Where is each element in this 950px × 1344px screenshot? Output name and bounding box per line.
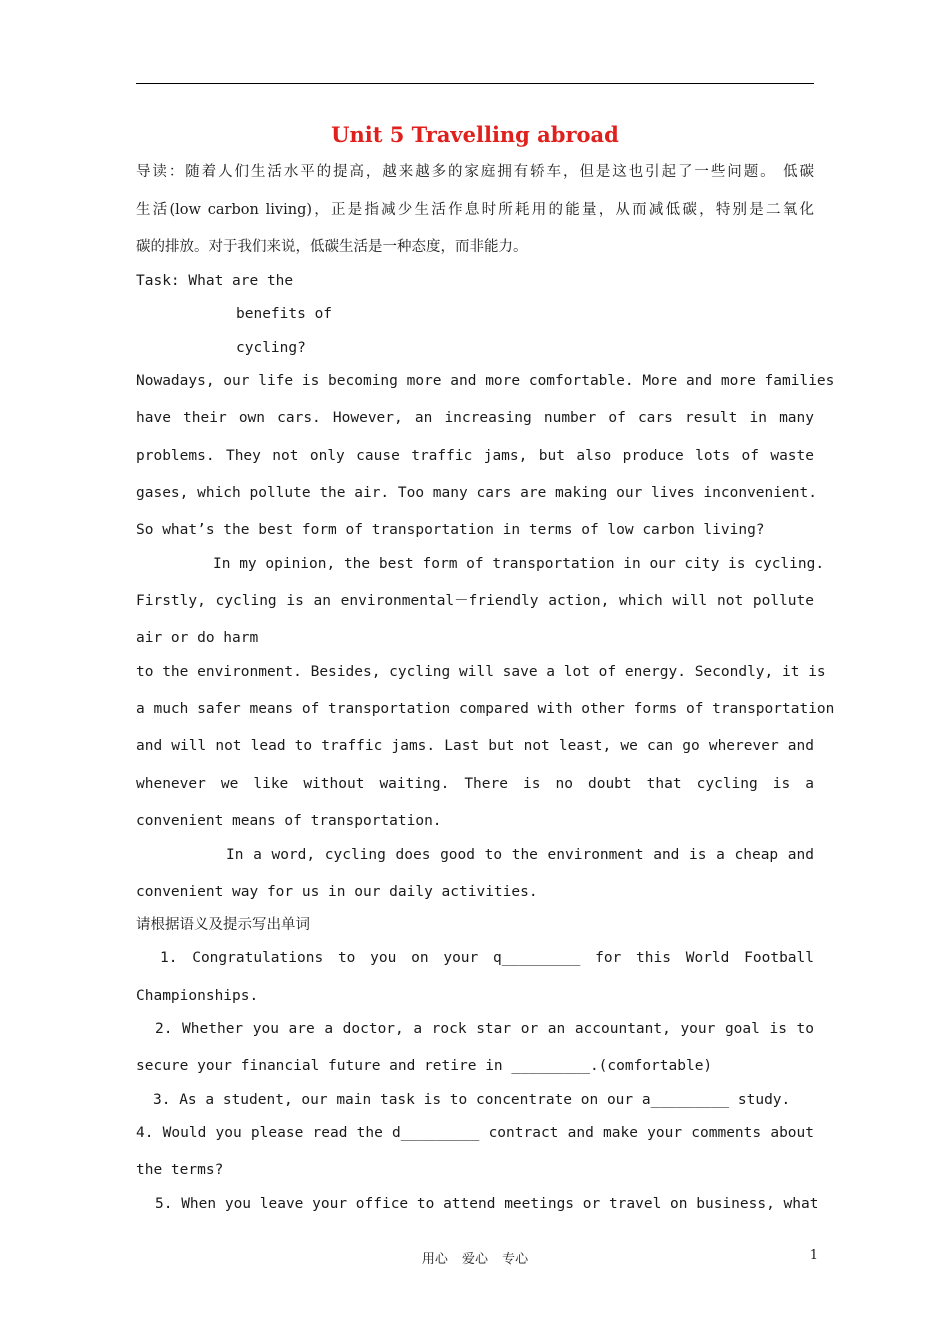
passage-line: whenever we like without waiting. There is no doubt that cycling is a bbox=[136, 776, 814, 792]
passage-line: Nowadays, our life is becoming more and more comfortable. More and more families bbox=[136, 373, 835, 389]
passage-line: problems. They not only cause traffic jams, but also produce lots of waste bbox=[136, 448, 814, 464]
passage-line: So what’s the best form of transportation in terms of low carbon living? bbox=[136, 522, 765, 538]
page-number: 1 bbox=[809, 1248, 818, 1263]
exercise-line: 2. Whether you are a doctor, a rock star or an accountant, your goal is to bbox=[155, 1021, 814, 1037]
exercise-line: 5. When you leave your office to attend meetings or travel on business, what bbox=[155, 1196, 819, 1212]
task-line: benefits of bbox=[236, 306, 333, 322]
footer-motto: 用心 爱心 专心 bbox=[421, 1252, 529, 1267]
page-title: Unit 5 Travelling abroad bbox=[331, 122, 619, 147]
task-line: Task: What are the bbox=[136, 273, 294, 289]
passage-line: Firstly, cycling is an environmental－friendly action, which will not pollute bbox=[136, 593, 814, 609]
exercise-line: 1. Congratulations to you on your q_________ for this World Football bbox=[160, 950, 814, 966]
exercise-line: secure your financial future and retire in _________.(comfortable) bbox=[136, 1058, 713, 1074]
passage-line: to the environment. Besides, cycling will save a lot of energy. Secondly, it is bbox=[136, 664, 826, 680]
passage-line: convenient means of transportation. bbox=[136, 813, 442, 829]
passage-line: and will not lead to traffic jams. Last but not least, we can go wherever and bbox=[136, 738, 814, 754]
exercise-line: 3. As a student, our main task is to concentrate on our a_________ study. bbox=[153, 1092, 791, 1108]
intro-line: 生活(low carbon living)，正是指减少生活作息时所耗用的能量，从而减低碳，特别是二氧化 bbox=[136, 202, 814, 218]
passage-line: a much safer means of transportation compared with other forms of transportation bbox=[136, 701, 835, 717]
exercise-line: 4. Would you please read the d_________ contract and make your comments about bbox=[136, 1125, 814, 1141]
exercise-heading: 请根据语义及提示写出单词 bbox=[136, 917, 310, 933]
passage-line: gases, which pollute the air. Too many cars are making our lives inconvenient. bbox=[136, 485, 817, 501]
exercise-line: Championships. bbox=[136, 988, 259, 1004]
intro-line: 导读：随着人们生活水平的提高，越来越多的家庭拥有轿车，但是这也引起了一些问题。 低碳 bbox=[136, 164, 814, 180]
passage-line: air or do harm bbox=[136, 630, 259, 646]
passage-line: convenient way for us in our daily activities. bbox=[136, 884, 538, 900]
passage-line: In my opinion, the best form of transportation in our city is cycling. bbox=[213, 556, 825, 572]
exercise-line: the terms? bbox=[136, 1162, 224, 1178]
intro-line: 碳的排放。对于我们来说，低碳生活是一种态度，而非能力。 bbox=[136, 239, 528, 255]
task-line: cycling? bbox=[236, 340, 306, 356]
passage-line: In a word, cycling does good to the environment and is a cheap and bbox=[226, 847, 814, 863]
passage-line: have their own cars. However, an increasing number of cars result in many bbox=[136, 410, 814, 426]
header-rule bbox=[136, 83, 814, 84]
